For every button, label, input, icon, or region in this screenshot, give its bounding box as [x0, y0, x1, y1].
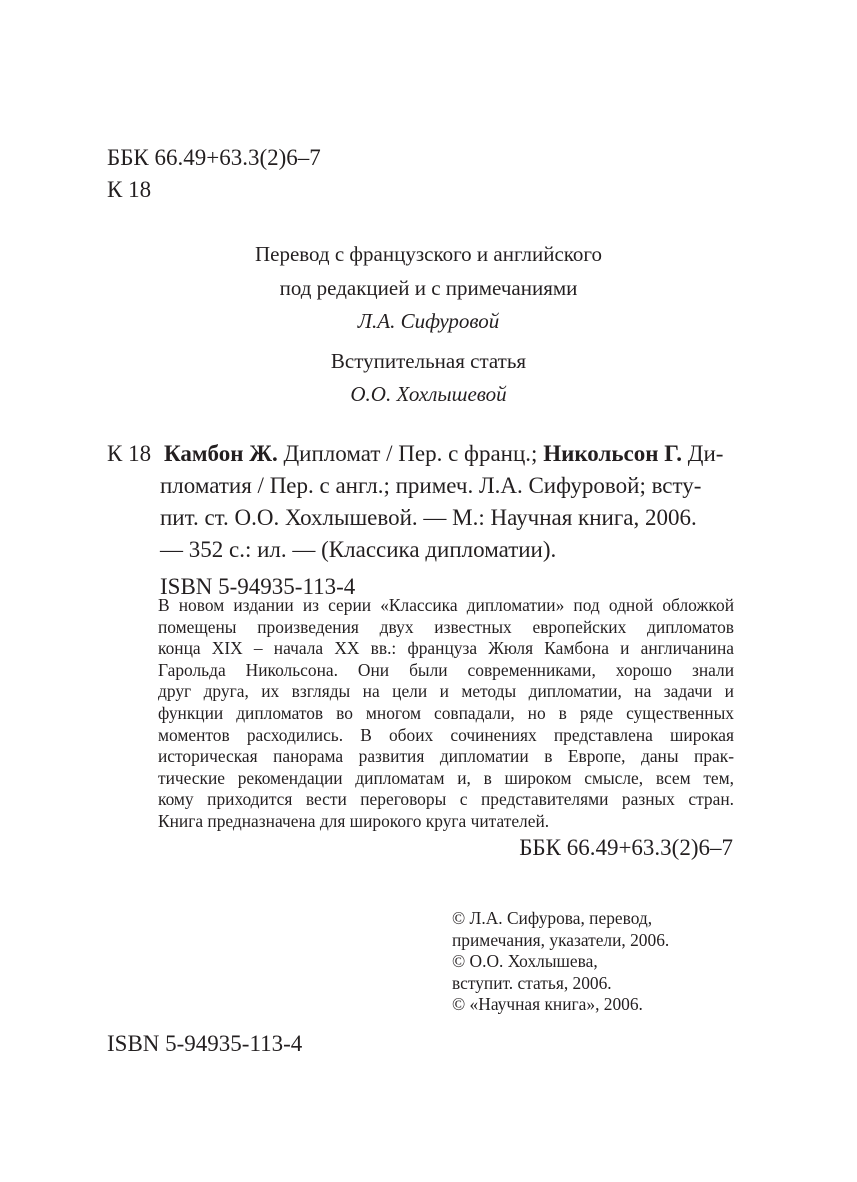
isbn-bottom: ISBN 5-94935-113-4	[107, 1031, 303, 1056]
annotation-line: конца XIX – начала XX вв.: француза Жюля Камбона и англичанина	[158, 638, 734, 659]
annotation-line: Книга предназначена для широкого круга читателей.	[158, 810, 550, 831]
bbk-code: ББК 66.49+63.3(2)6–7	[107, 145, 321, 170]
annotation-line: историческая панорама развития дипломатии в Европе, даны прак-	[158, 746, 734, 767]
copyright-line: © О.О. Хохлышева,	[452, 951, 598, 972]
catalog-author-2: Никольсон Г.	[543, 441, 683, 466]
author-mark: К 18	[107, 177, 152, 202]
catalog-author-1: Камбон Ж.	[164, 441, 278, 466]
bbk-header	[107, 142, 321, 206]
copyright-line: © Л.А. Сифурова, перевод,	[452, 908, 653, 928]
annotation-line: функции дипломатов во многом совпадали, но в ряде существенных	[158, 702, 734, 723]
annotation-line: тические рекомендации дипломатам и, в широком смысле, всем тем,	[158, 767, 734, 788]
intro-author: О.О. Хохлышевой	[350, 382, 507, 406]
catalog-entry-line-4: — 352 с.: ил. — (Классика дипломатии).	[160, 537, 557, 562]
catalog-isbn: ISBN 5-94935-113-4	[160, 574, 356, 599]
catalog-entry-line-1	[164, 438, 723, 470]
intro-label: Вступительная статья	[330, 349, 527, 373]
annotation-line: моментов расходились. В обоих сочинениях представлена широкая	[158, 724, 734, 745]
annotation	[158, 595, 734, 833]
catalog-title-1: Дипломат / Пер. с франц.;	[277, 441, 544, 466]
translation-line-2: под редакцией и с примечаниями	[279, 276, 578, 300]
annotation-line: помещены произведения двух известных европейских дипломатов	[158, 616, 734, 637]
annotation-line: кому приходится вести переговоры с представителями разных стран.	[158, 789, 734, 810]
annotation-line: В новом издании из серии «Классика дипломатии» под одной обложкой	[158, 595, 734, 615]
annotation-line: Гарольда Никольсона. Они были современниками, хорошо знали	[158, 659, 734, 680]
copyright-line: © «Научная книга», 2006.	[452, 994, 643, 1015]
translation-line-1: Перевод с французского и английского	[254, 242, 603, 266]
catalog-mark: К 18	[107, 441, 152, 466]
copyright-line: вступит. статья, 2006.	[452, 972, 612, 993]
catalog-entry-line-2: пломатия / Пер. с англ.; примеч. Л.А. Сифуровой; всту-	[160, 473, 702, 498]
copyright-line: примечания, указатели, 2006.	[452, 929, 670, 950]
editor-name: Л.А. Сифуровой	[357, 309, 500, 333]
catalog-entry-line-3: пит. ст. О.О. Хохлышевой. — М.: Научная книга, 2006.	[160, 505, 697, 530]
bbk-bottom: ББК 66.49+63.3(2)6–7	[519, 835, 733, 860]
catalog-title-2-start: Ди-	[682, 441, 724, 466]
copyright-block	[452, 908, 669, 1016]
annotation-line: друг друга, их взгляды на цели и методы дипломатии, на задачи и	[158, 681, 734, 702]
